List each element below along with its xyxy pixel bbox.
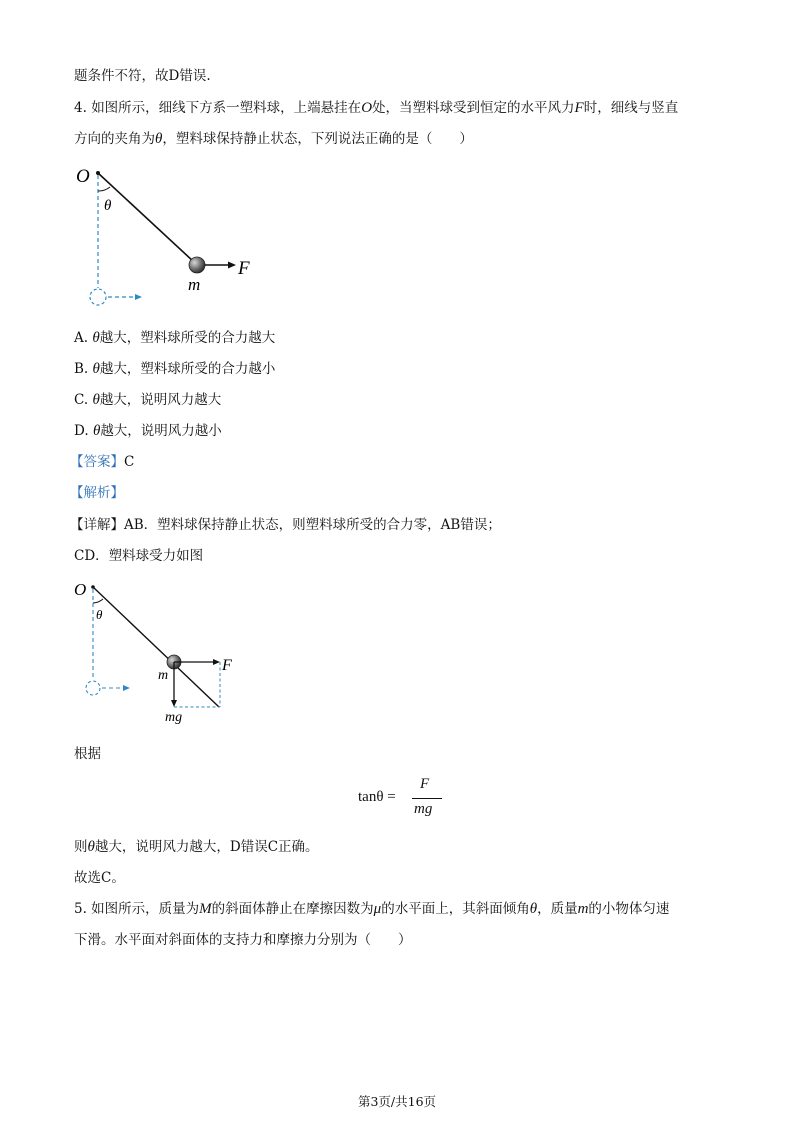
fig2-label-mg: mg <box>165 710 183 725</box>
q5-symbol-theta: θ <box>529 901 538 917</box>
option-a <box>74 328 275 348</box>
q5-symbol-m: m <box>577 901 589 917</box>
fig1-plastic-ball <box>189 257 205 273</box>
q4-stem-text-1c: 时，细线与竖直 <box>583 100 679 116</box>
detail-tag: 【详解】 <box>70 517 124 533</box>
option-d <box>74 421 222 441</box>
according-line: 根据 <box>74 746 101 762</box>
conclusion-text-a: 则 <box>74 839 88 855</box>
q5-text-1e: 的小物体匀速 <box>588 901 670 917</box>
fig2-label-F: F <box>222 657 232 674</box>
q5-stem-line-1 <box>74 899 669 919</box>
pendulum-figure-1 <box>70 160 270 308</box>
q5-text-1c: 的水平面上，其斜面倾角 <box>381 901 530 917</box>
q5-symbol-mu: μ <box>373 901 382 917</box>
q5-symbol-M: M <box>199 901 212 917</box>
q4-stem-text-2b: ，塑料球保持静止状态，下列说法正确的是（ ） <box>162 131 473 147</box>
fig2-label-theta: θ <box>96 607 103 622</box>
previous-answer-line: 题条件不符，故D错误. <box>74 68 211 84</box>
force-diagram-figure-2 <box>70 575 250 725</box>
choose-line: 故选C。 <box>74 870 125 886</box>
fig1-angle-arc <box>98 187 110 191</box>
formula-numerator: F <box>420 776 430 792</box>
answer-tag: 【答案】 <box>70 454 124 470</box>
q4-stem-symbol-O: O <box>361 100 373 116</box>
formula-denominator: mg <box>414 801 433 817</box>
conclusion-text-b: 越大，说明风力越大，D错误C正确。 <box>94 839 319 855</box>
fig1-label-F: F <box>238 258 250 279</box>
fig1-label-m: m <box>188 275 201 294</box>
answer-value: C <box>124 454 135 470</box>
answer-line <box>70 452 134 472</box>
fig2-string-and-diagonal <box>93 587 219 707</box>
fig1-dashed-arrowhead <box>135 294 142 300</box>
option-b-text: 越大，塑料球所受的合力越小 <box>99 361 276 377</box>
q5-text-1a: 5. 如图所示，质量为 <box>74 901 200 917</box>
fig2-gravity-arrowhead <box>171 700 177 707</box>
page-footer: 第3页/共16页 <box>357 1094 437 1109</box>
detail-line <box>70 515 501 535</box>
fig2-dashed-initial-ball <box>86 681 100 695</box>
option-c-text: 越大，说明风力越大 <box>99 392 222 408</box>
fig1-dashed-initial-ball <box>90 289 106 305</box>
analysis-tag: 【解析】 <box>70 485 124 501</box>
q4-number: 4. <box>74 100 87 116</box>
option-a-theta: θ <box>92 330 100 346</box>
detail-text: AB．塑料球保持静止状态，则塑料球所受的合力零，AB错误； <box>124 517 501 533</box>
conclusion-theta: θ <box>87 839 95 855</box>
q4-stem-text-2a: 方向的夹角为 <box>74 131 155 147</box>
option-c-letter: C. <box>74 392 89 408</box>
option-b-letter: B. <box>74 361 89 377</box>
option-b <box>74 359 275 379</box>
option-c <box>74 390 221 410</box>
fig2-label-m: m <box>158 668 169 683</box>
tan-theta-formula <box>356 776 446 822</box>
option-d-theta: θ <box>92 423 101 439</box>
fig1-label-O: O <box>76 166 90 187</box>
q4-stem-symbol-F: F <box>574 100 584 116</box>
fig1-string <box>98 173 194 262</box>
q4-stem-line-1 <box>74 98 678 118</box>
option-a-text: 越大，塑料球所受的合力越大 <box>99 330 276 346</box>
cd-line: CD．塑料球受力如图 <box>74 548 204 564</box>
conclusion-line <box>74 837 319 857</box>
q4-stem-text-1b: 处，当塑料球受到恒定的水平风力 <box>372 100 575 116</box>
option-b-theta: θ <box>92 361 100 377</box>
option-a-letter: A. <box>74 330 89 346</box>
fig2-dashed-arrowhead <box>123 685 130 691</box>
fig1-force-arrowhead <box>228 262 236 269</box>
fig1-label-theta: θ <box>104 198 112 214</box>
option-d-text: 越大，说明风力越小 <box>100 423 222 439</box>
fig2-label-O: O <box>74 580 87 599</box>
fig2-angle-arc <box>93 599 103 603</box>
q4-stem-line-2 <box>74 129 473 149</box>
formula-lhs: tanθ = <box>358 789 396 805</box>
q5-text-1b: 的斜面体静止在摩擦因数为 <box>211 901 374 917</box>
formula-fraction-bar <box>412 798 442 799</box>
option-d-letter: D. <box>74 423 89 439</box>
q4-stem-text-1a: 如图所示，细线下方系一塑料球，上端悬挂在 <box>91 100 362 116</box>
option-c-theta: θ <box>92 392 100 408</box>
q4-stem-symbol-theta: θ <box>155 131 163 147</box>
q5-text-1d: ，质量 <box>537 901 578 917</box>
analysis-line <box>70 483 124 503</box>
fig2-force-arrowhead-F <box>213 659 220 665</box>
q5-stem-line-2: 下滑。水平面对斜面体的支持力和摩擦力分别为（ ） <box>74 932 412 948</box>
